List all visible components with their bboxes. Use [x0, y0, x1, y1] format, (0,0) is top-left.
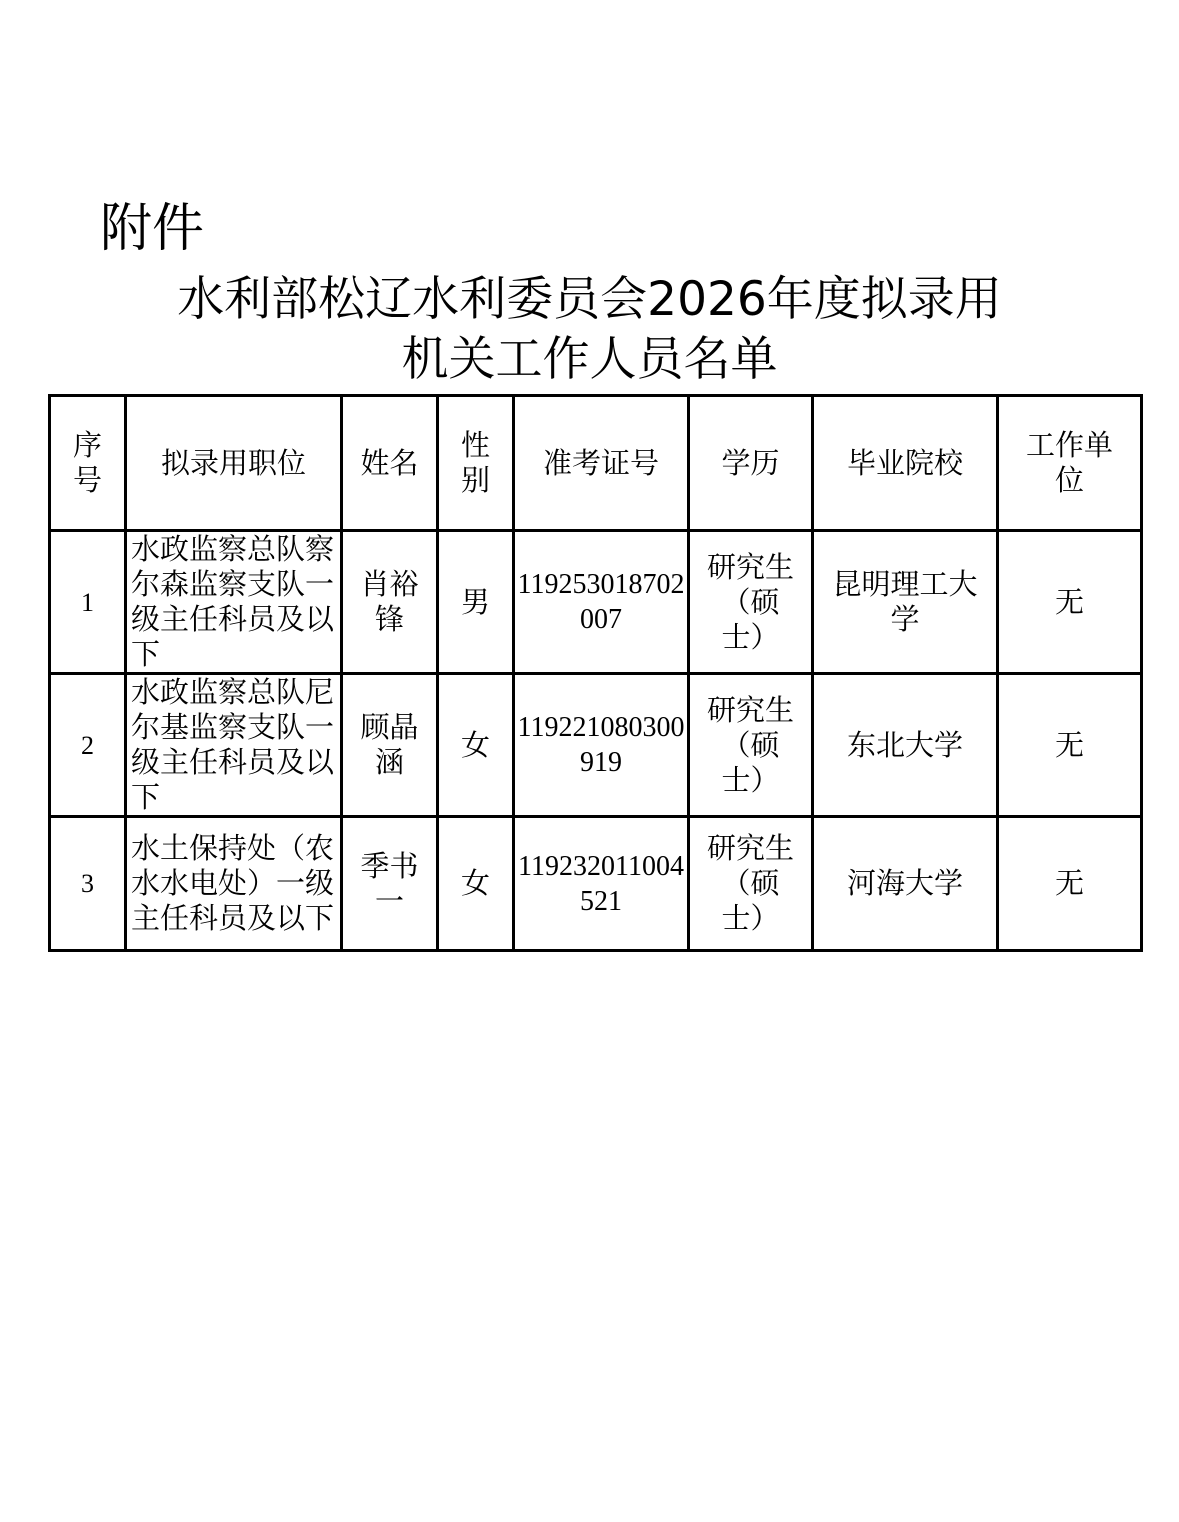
cell-work-unit: 无 [998, 817, 1142, 951]
page-title: 水利部松辽水利委员会2026年度拟录用 [177, 272, 1002, 327]
cell-name: 季书一 [342, 817, 438, 951]
table-header-row [50, 396, 1142, 531]
cell-index: 2 [50, 674, 126, 817]
cell-exam-id: 119253018702007 [514, 531, 689, 674]
cell-name: 顾晶涵 [342, 674, 438, 817]
cell-name: 肖裕锋 [342, 531, 438, 674]
table-row [50, 531, 1142, 674]
col-header-work-unit: 工作单位 [998, 396, 1142, 531]
cell-position: 水政监察总队察尔森监察支队一级主任科员及以下 [126, 531, 342, 674]
cell-education: 研究生（硕士） [689, 531, 813, 674]
cell-education: 研究生（硕士） [689, 674, 813, 817]
cell-gender: 女 [438, 674, 514, 817]
roster-table [48, 394, 1143, 952]
table-row [50, 674, 1142, 817]
cell-index: 3 [50, 817, 126, 951]
page-subtitle: 机关工作人员名单 [401, 332, 778, 387]
cell-index: 1 [50, 531, 126, 674]
col-header-gender: 性别 [438, 396, 514, 531]
cell-work-unit: 无 [998, 531, 1142, 674]
cell-gender: 女 [438, 817, 514, 951]
cell-school: 河海大学 [813, 817, 998, 951]
attachment-label: 附件 [100, 199, 205, 259]
cell-gender: 男 [438, 531, 514, 674]
cell-school: 昆明理工大学 [813, 531, 998, 674]
cell-work-unit: 无 [998, 674, 1142, 817]
col-header-index: 序号 [50, 396, 126, 531]
col-header-school: 毕业院校 [813, 396, 998, 531]
col-header-position: 拟录用职位 [126, 396, 342, 531]
col-header-education: 学历 [689, 396, 813, 531]
cell-education: 研究生（硕士） [689, 817, 813, 951]
cell-position: 水土保持处（农水水电处）一级主任科员及以下 [126, 817, 342, 951]
cell-school: 东北大学 [813, 674, 998, 817]
col-header-exam-id: 准考证号 [514, 396, 689, 531]
cell-exam-id: 119232011004521 [514, 817, 689, 951]
table-row [50, 817, 1142, 951]
col-header-name: 姓名 [342, 396, 438, 531]
cell-position: 水政监察总队尼尔基监察支队一级主任科员及以下 [126, 674, 342, 817]
cell-exam-id: 119221080300919 [514, 674, 689, 817]
